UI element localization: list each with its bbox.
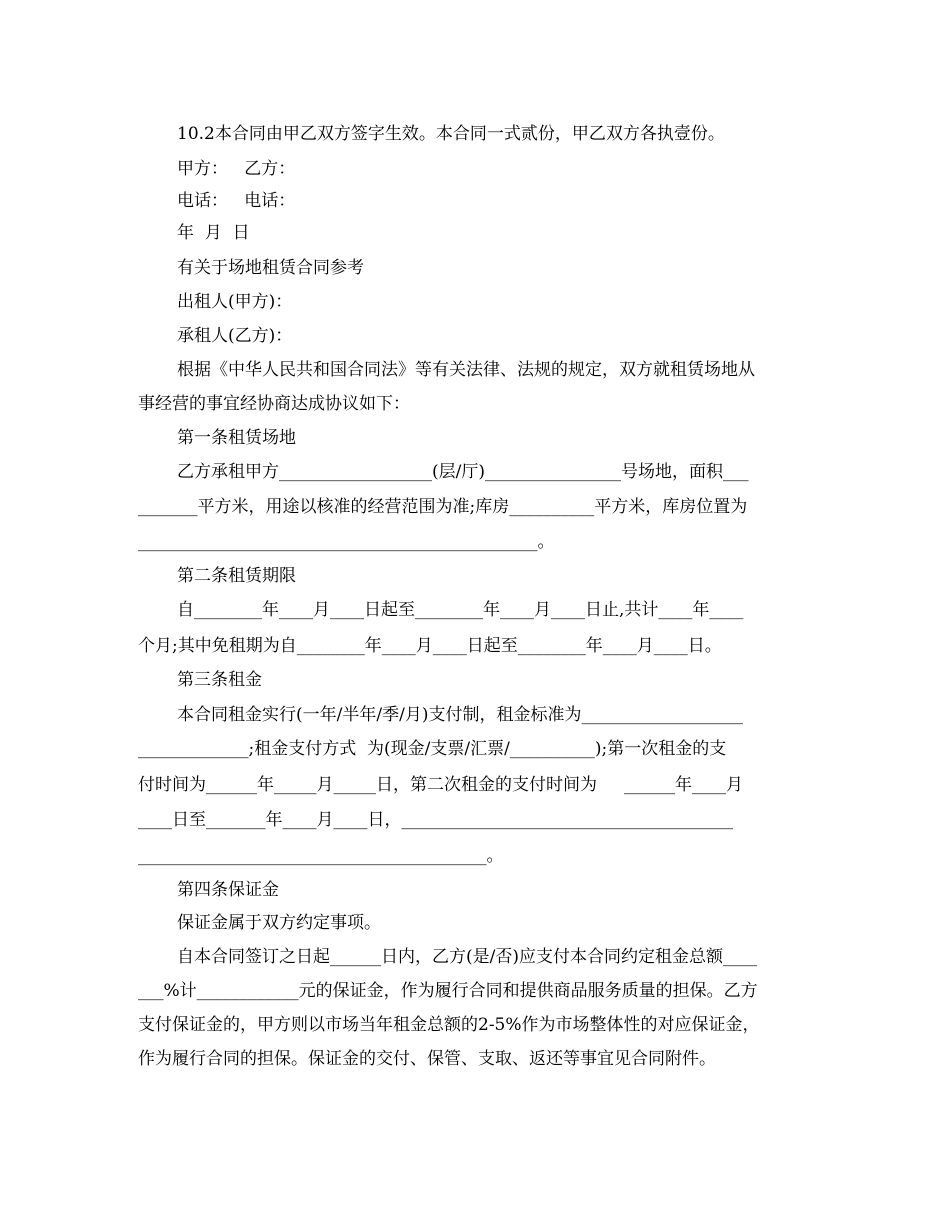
preamble-line-2: 事经营的事宜经协商达成协议如下： — [138, 394, 410, 414]
lessor-label: 出租人(甲方)： — [177, 292, 293, 312]
article-3-line-4: ____日至_______年____月____日，_______________________________________ — [138, 810, 733, 830]
article-2-heading: 第二条租赁期限 — [177, 566, 296, 586]
article-4-line-1: 保证金属于双方约定事项。 — [177, 913, 381, 933]
article-3-line-5: _________________________________________。 — [138, 846, 504, 866]
article-4-line-5: 作为履行合同的担保。保证金的交付、保管、支取、返还等事宜见合同附件。 — [138, 1049, 716, 1069]
phone-label: 电话： 电话： — [177, 191, 296, 211]
clause-10-2: 10.2本合同由甲乙双方签字生效。本合同一式贰份，甲乙双方各执壹份。 — [177, 124, 725, 144]
article-4-line-2: 自本合同签订之日起______日内，乙方(是/否)应支付本合同约定租金总额____ — [177, 947, 757, 967]
date-line: 年 月 日 — [177, 223, 250, 243]
article-4-line-4: 支付保证金的，甲方则以市场当年租金总额的2-5%作为市场整体性的对应保证金， — [138, 1015, 760, 1035]
article-2-line-1: 自________年____月____日起至________年____月____日止,共计____年____ — [177, 600, 744, 620]
article-1-line-1: 乙方承租甲方__________________(层/厅)________________号场地，面积___ — [177, 462, 749, 482]
article-2-line-2: 个月;其中免租期为自________年____月____日起至________年____月____日。 — [138, 636, 722, 656]
article-1-line-3: _______________________________________________。 — [138, 532, 555, 552]
lessee-label: 承租人(乙方)： — [177, 326, 293, 346]
document-title: 有关于场地租赁合同参考 — [177, 258, 364, 278]
article-3-heading: 第三条租金 — [177, 670, 262, 690]
article-1-heading: 第一条租赁场地 — [177, 428, 296, 448]
article-3-line-3: 付时间为______年_____月_____日，第二次租金的支付时间为 ______年____月 — [138, 775, 744, 795]
article-3-line-2: _____________;租金支付方式 为(现金/支票/汇票/__________);第一次租金的支 — [138, 739, 727, 759]
article-4-heading: 第四条保证金 — [177, 880, 279, 900]
article-1-line-2: _______平方米，用途以核准的经营范围为准;库房__________平方米，库房位置为 — [138, 497, 748, 517]
preamble-line-1: 根据《中华人民共和国合同法》等有关法律、法规的规定，双方就租赁场地从 — [177, 360, 755, 380]
party-a-b-label: 甲方： 乙方： — [177, 159, 296, 179]
article-4-line-3: ___%计____________元的保证金，作为履行合同和提供商品服务质量的担保。乙方 — [138, 981, 758, 1001]
article-3-line-1: 本合同租金实行(一年/半年/季/月)支付制，租金标准为___________________ — [177, 705, 743, 725]
